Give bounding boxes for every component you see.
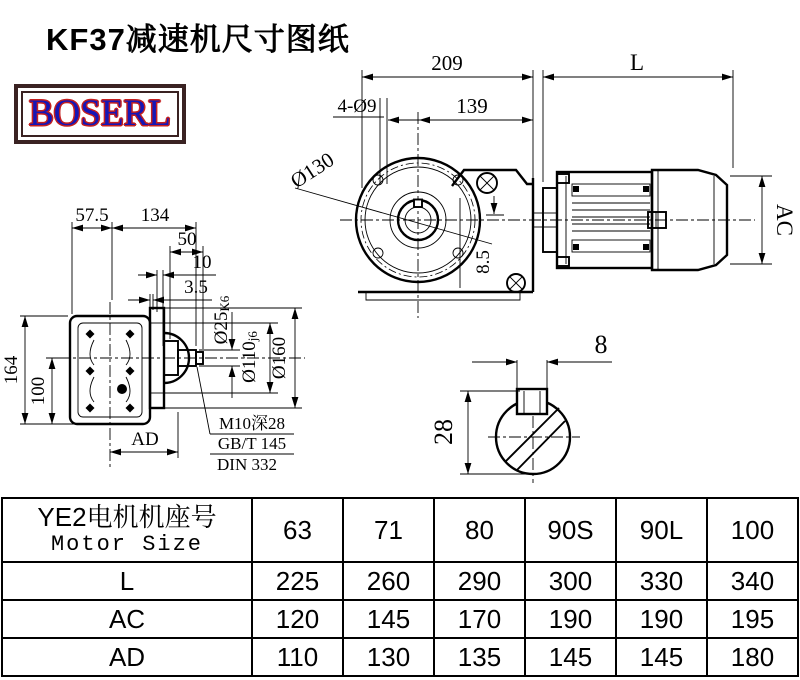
cell-L-71: 260	[343, 562, 434, 600]
col-100: 100	[707, 498, 798, 562]
front-view	[286, 50, 797, 318]
dim-8-5: 8.5	[473, 250, 494, 274]
cell-L-80: 290	[434, 562, 525, 600]
cell-AC-90L: 190	[616, 600, 707, 638]
dim-key-width: 8	[594, 330, 608, 359]
dim-key-depth: 28	[429, 419, 458, 445]
dim-57-5: 57.5	[75, 205, 109, 226]
cell-AD-63: 110	[252, 638, 343, 676]
page-title: KF37减速机尺寸图纸	[46, 22, 350, 57]
dim-50: 50	[177, 229, 197, 250]
cell-AC-63: 120	[252, 600, 343, 638]
cell-AD-71: 130	[343, 638, 434, 676]
dim-spigot-dia: Ø110j6	[239, 331, 260, 383]
cell-L-100: 340	[707, 562, 798, 600]
table-header-row	[2, 498, 798, 562]
cell-L-90S: 300	[525, 562, 616, 600]
dim-209: 209	[431, 51, 463, 75]
dim-10: 10	[192, 252, 212, 273]
cell-AD-90L: 145	[616, 638, 707, 676]
dim-164: 164	[1, 355, 22, 385]
cell-AC-80: 170	[434, 600, 525, 638]
dimension-table	[0, 497, 800, 677]
table-row-L	[2, 562, 798, 600]
dim-AD: AD	[131, 429, 159, 450]
cell-AC-90S: 190	[525, 600, 616, 638]
col-90S: 90S	[525, 498, 616, 562]
shaft-section-view	[429, 330, 612, 483]
note-gbt: GB/T 145	[217, 434, 287, 453]
dim-flange-160: Ø160	[269, 336, 290, 380]
header-en: Motor Size	[50, 532, 204, 557]
table-row-AD	[2, 638, 798, 676]
cell-AC-71: 145	[343, 600, 434, 638]
row-label-AD: AD	[2, 638, 252, 676]
screw-top-icon	[477, 173, 497, 193]
cell-AD-100: 180	[707, 638, 798, 676]
cell-AC-100: 195	[707, 600, 798, 638]
dim-134: 134	[140, 205, 170, 226]
dim-shaft-dia: Ø25K6	[211, 295, 232, 345]
dim-139: 139	[456, 94, 488, 118]
screw-bottom-icon	[507, 274, 525, 292]
dim-flange-dia: Ø130	[286, 147, 339, 193]
side-view	[1, 205, 305, 474]
table-row-AC	[2, 600, 798, 638]
cell-L-90L: 330	[616, 562, 707, 600]
header-zh: YE2电机机座号	[37, 502, 217, 532]
note-din: DIN 332	[217, 455, 277, 474]
label-bolt-holes: 4-Ø9	[337, 96, 377, 117]
col-90L: 90L	[616, 498, 707, 562]
col-71: 71	[343, 498, 434, 562]
col-63: 63	[252, 498, 343, 562]
cell-AD-90S: 145	[525, 638, 616, 676]
dim-3-5: 3.5	[184, 277, 208, 298]
dim-AC: AC	[772, 204, 797, 236]
cell-AD-80: 135	[434, 638, 525, 676]
header-motor-size	[2, 498, 252, 562]
brand-logo-text: BOSERL	[29, 93, 171, 134]
note-m10: M10深28	[218, 414, 286, 433]
col-80: 80	[434, 498, 525, 562]
dim-100: 100	[28, 376, 49, 406]
dim-L: L	[629, 50, 645, 75]
row-label-AC: AC	[2, 600, 252, 638]
cell-L-63: 225	[252, 562, 343, 600]
row-label-L: L	[2, 562, 252, 600]
